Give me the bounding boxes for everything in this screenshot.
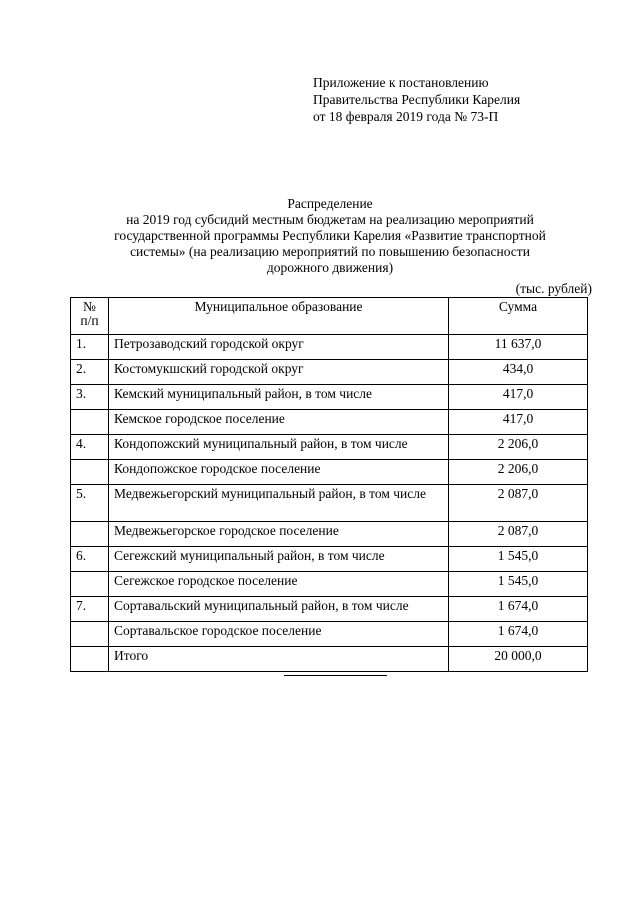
- heading-line: государственной программы Республики Карелия «Развитие транспортной: [114, 228, 546, 243]
- table-row: [71, 435, 588, 460]
- row-number: [71, 460, 109, 485]
- row-number: [71, 647, 109, 672]
- row-sum: 434,0: [449, 360, 588, 385]
- row-municipality: Сегежский муниципальный район, в том числе: [109, 547, 449, 572]
- units-note: (тыс. рублей): [515, 281, 592, 296]
- row-municipality: Кондопожский муниципальный район, в том числе: [109, 435, 449, 460]
- row-municipality: Сортавальское городское поселение: [109, 622, 449, 647]
- table-row: [71, 597, 588, 622]
- row-sum: 417,0: [449, 385, 588, 410]
- appendix-line: от 18 февраля 2019 года № 73-П: [313, 109, 499, 124]
- row-municipality: Кемское городское поселение: [109, 410, 449, 435]
- table-row: [71, 410, 588, 435]
- table-row: [71, 385, 588, 410]
- row-municipality: Петрозаводский городской округ: [109, 335, 449, 360]
- row-sum: 1 674,0: [449, 597, 588, 622]
- document-heading: [70, 196, 590, 276]
- row-number: 7.: [71, 597, 109, 622]
- header-number: [71, 298, 109, 335]
- table-row: [71, 622, 588, 647]
- row-number: 5.: [71, 485, 109, 522]
- table-row: [71, 485, 588, 522]
- table-row: [71, 360, 588, 385]
- table-row: [71, 460, 588, 485]
- row-number: [71, 410, 109, 435]
- row-number: 1.: [71, 335, 109, 360]
- appendix-line: Правительства Республики Карелия: [313, 92, 521, 107]
- header-number-line: №: [83, 299, 96, 314]
- heading-line: на 2019 год субсидий местным бюджетам на реализацию мероприятий: [126, 212, 534, 227]
- heading-line: системы» (на реализацию мероприятий по повышению безопасности: [130, 244, 530, 259]
- row-municipality: Костомукшский городской округ: [109, 360, 449, 385]
- row-municipality: Сортавальский муниципальный район, в том числе: [109, 597, 449, 622]
- row-sum: 2 087,0: [449, 522, 588, 547]
- row-number: 3.: [71, 385, 109, 410]
- row-sum: 2 206,0: [449, 435, 588, 460]
- row-sum: 417,0: [449, 410, 588, 435]
- row-municipality: Сегежское городское поселение: [109, 572, 449, 597]
- row-municipality: Кондопожское городское поселение: [109, 460, 449, 485]
- row-sum: 11 637,0: [449, 335, 588, 360]
- row-municipality: Кемский муниципальный район, в том числе: [109, 385, 449, 410]
- heading-line: дорожного движения): [266, 260, 394, 275]
- row-sum: 1 545,0: [449, 547, 588, 572]
- row-sum: 2 206,0: [449, 460, 588, 485]
- appendix-line: Приложение к постановлению: [313, 75, 489, 90]
- heading-title: Распределение: [287, 196, 373, 211]
- row-municipality: Итого: [109, 647, 449, 672]
- table-row: [71, 572, 588, 597]
- row-number: [71, 622, 109, 647]
- row-municipality: Медвежьегорский муниципальный район, в том числе: [109, 485, 449, 522]
- row-number: [71, 572, 109, 597]
- appendix-note: [313, 74, 613, 125]
- table-row: [71, 547, 588, 572]
- row-number: 4.: [71, 435, 109, 460]
- table-total-row: [71, 647, 588, 672]
- distribution-table: [70, 297, 588, 672]
- closing-divider: [284, 675, 387, 676]
- header-sum: Сумма: [449, 298, 588, 335]
- row-sum: 1 674,0: [449, 622, 588, 647]
- header-number-line: п/п: [80, 313, 99, 328]
- row-sum: 2 087,0: [449, 485, 588, 522]
- row-number: 6.: [71, 547, 109, 572]
- row-number: [71, 522, 109, 547]
- row-number: 2.: [71, 360, 109, 385]
- row-municipality: Медвежьегорское городское поселение: [109, 522, 449, 547]
- row-sum: 20 000,0: [449, 647, 588, 672]
- table-row: [71, 335, 588, 360]
- table-header-row: [71, 298, 588, 335]
- table-row: [71, 522, 588, 547]
- row-sum: 1 545,0: [449, 572, 588, 597]
- header-municipality: Муниципальное образование: [109, 298, 449, 335]
